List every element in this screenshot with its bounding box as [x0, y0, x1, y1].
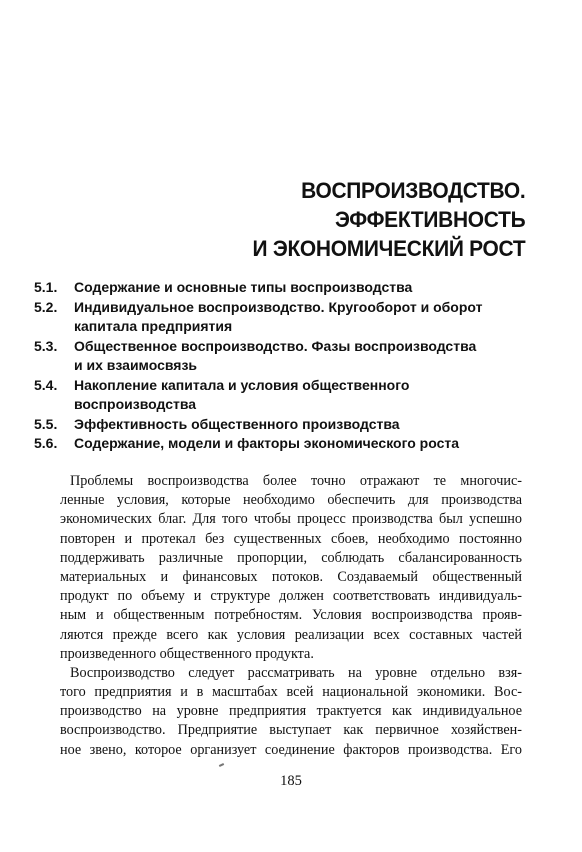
- toc-item: [34, 434, 534, 454]
- toc-item: [34, 298, 534, 337]
- print-speck: [219, 763, 224, 767]
- toc-item-number: 5.6.: [34, 435, 58, 451]
- chapter-title-line: ЭФФЕКТИВНОСТЬ: [334, 207, 525, 232]
- toc-item-number: 5.5.: [34, 415, 58, 432]
- text-line: ным и общественным потребностям. Условия воспроизводства прояв-: [60, 607, 522, 624]
- toc-item-title: капитала предприятия: [74, 318, 233, 334]
- text-line: поддерживать различные пропорции, соблюдать сбалансированность: [60, 549, 522, 566]
- chapter-title-line: ВОСПРОИЗВОДСТВО.: [300, 178, 525, 203]
- text-line: Проблемы воспроизводства более точно отражают те многочис-: [70, 473, 522, 489]
- toc-item: [34, 337, 534, 376]
- paragraph: [60, 664, 522, 760]
- text-line: произведенного общественного продукта.: [60, 645, 314, 662]
- toc-item-title: Содержание и основные типы воспроизводства: [74, 279, 413, 295]
- toc-item: [34, 415, 534, 435]
- text-line: Воспроизводство следует рассматривать на уровне отдельно взя-: [70, 664, 522, 681]
- toc-item: [34, 278, 534, 298]
- text-line: ляются прежде всего как условия реализации всех составных частей: [60, 626, 522, 643]
- toc-item-title: Содержание, модели и факторы экономического роста: [74, 435, 460, 451]
- body-text: [60, 472, 522, 760]
- chapter-contents: [34, 278, 534, 454]
- page-number: 185: [280, 773, 302, 789]
- text-line: повторен и протекал без существенных сбоев, необходимо постоянно: [60, 530, 522, 547]
- toc-item-number: 5.4.: [34, 376, 58, 393]
- chapter-title: [252, 176, 525, 263]
- toc-item-title: Накопление капитала и условия общественного: [74, 376, 410, 393]
- paragraph: [60, 472, 522, 664]
- toc-item-number: 5.1.: [34, 279, 58, 295]
- toc-item-title: Индивидуальное воспроизводство. Кругооборот и оборот: [74, 298, 483, 315]
- chapter-title-line: И ЭКОНОМИЧЕСКИЙ РОСТ: [252, 236, 525, 261]
- toc-item-title: Эффективность общественного производства: [74, 415, 400, 432]
- toc-item-number: 5.3.: [34, 337, 58, 354]
- text-line: воспроизводство. Предприятие выступает как первичное хозяйствен-: [60, 722, 522, 739]
- text-line: ное звено, которое организует соединение факторов производства. Его: [60, 741, 522, 758]
- text-line: ленные условия, которые необходимо обеспечить для производства: [60, 492, 522, 509]
- toc-item-title: и их взаимосвязь: [74, 357, 198, 373]
- toc-item-title: Общественное воспроизводство. Фазы воспроизводства: [74, 337, 477, 354]
- text-line: материальных и финансовых потоков. Создаваемый общественный: [60, 568, 522, 585]
- text-line: продукт по объему и структуре должен соответствовать индивидуаль-: [60, 588, 522, 605]
- text-line: экономических благ. Для того чтобы процесс производства был успешно: [60, 511, 522, 528]
- toc-item-title: воспроизводства: [74, 396, 197, 412]
- toc-item-number: 5.2.: [34, 298, 58, 315]
- text-line: производство на уровне предприятия трактуется как индивидуальное: [60, 703, 522, 720]
- text-line: того предприятия и в масштабах всей национальной экономики. Вос-: [60, 684, 522, 701]
- toc-item: [34, 376, 534, 415]
